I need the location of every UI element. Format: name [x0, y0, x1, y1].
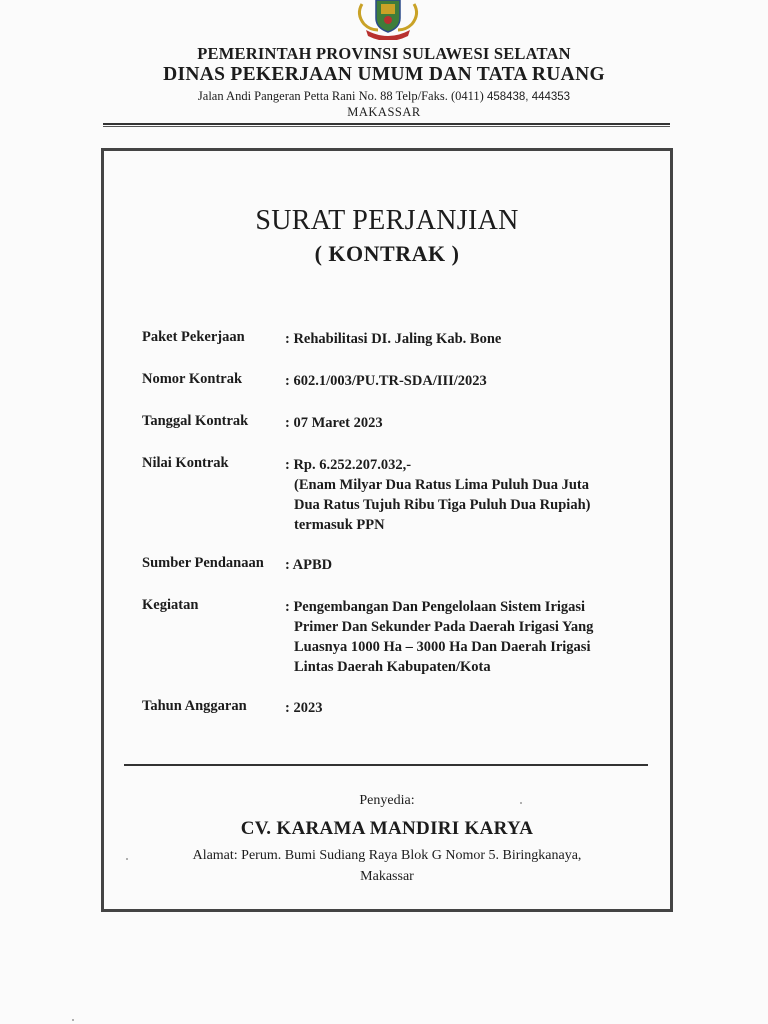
letterhead-address-numbers: 458438, 444353	[486, 91, 571, 103]
scan-speck	[126, 858, 128, 860]
provider-address-line: Alamat: Perum. Bumi Sudiang Raya Blok G Nomor 5. Biringkanaya,	[192, 848, 582, 863]
field-label: Tanggal Kontrak	[142, 413, 249, 429]
field-value-line: Lintas Daerah Kabupaten/Kota	[294, 659, 491, 675]
field-value	[285, 413, 383, 433]
field-value-line: : Pengembangan Dan Pengelolaan Sistem Irigasi	[285, 599, 586, 615]
field-label: Nomor Kontrak	[142, 371, 243, 387]
provider-address-line: Makassar	[360, 869, 414, 884]
field-label: Tahun Anggaran	[142, 698, 247, 714]
field-value	[285, 597, 593, 677]
field-value-line: Luasnya 1000 Ha – 3000 Ha Dan Daerah Irigasi	[294, 639, 591, 655]
field-value	[285, 329, 501, 349]
document-title: SURAT PERJANJIAN	[255, 205, 519, 236]
scan-speck	[72, 1019, 74, 1021]
field-value-line: : 07 Maret 2023	[285, 415, 383, 431]
letterhead-divider	[103, 123, 670, 127]
field-label: Sumber Pendanaan	[142, 555, 264, 571]
field-label: Nilai Kontrak	[142, 455, 229, 471]
field-label: Paket Pekerjaan	[142, 329, 245, 345]
provider-label: Penyedia:	[359, 793, 415, 808]
field-value	[285, 371, 487, 391]
letterhead-government: PEMERINTAH PROVINSI SULAWESI SELATAN	[197, 44, 571, 63]
document-subtitle: ( KONTRAK )	[314, 241, 460, 266]
letterhead-address-text: Jalan Andi Pangeran Petta Rani No. 88 Telp/Faks. (0411)	[197, 89, 484, 103]
letterhead-address	[0, 89, 768, 104]
field-value-line: : 2023	[285, 700, 323, 716]
field-value-line: : Rehabilitasi DI. Jaling Kab. Bone	[285, 331, 502, 347]
field-value-line: termasuk PPN	[294, 517, 385, 533]
field-label: Kegiatan	[142, 597, 199, 613]
letterhead-city: MAKASSAR	[347, 105, 421, 119]
section-divider	[124, 764, 648, 766]
provider-name: CV. KARAMA MANDIRI KARYA	[240, 818, 534, 839]
field-value-line: (Enam Milyar Dua Ratus Lima Puluh Dua Juta	[294, 477, 590, 493]
field-value	[285, 555, 332, 575]
contract-frame	[101, 148, 673, 912]
letterhead-department: DINAS PEKERJAAN UMUM DAN TATA RUANG	[163, 64, 605, 85]
scan-speck	[520, 802, 522, 804]
field-value-line: : 602.1/003/PU.TR-SDA/III/2023	[285, 373, 487, 389]
provincial-emblem-icon	[352, 0, 424, 40]
field-value-line: Dua Ratus Tujuh Ribu Tiga Puluh Dua Rupiah)	[294, 497, 591, 513]
provider-address	[104, 845, 670, 887]
field-value-line: Primer Dan Sekunder Pada Daerah Irigasi Yang	[294, 619, 594, 635]
field-value-line: : Rp. 6.252.207.032,-	[285, 457, 412, 473]
field-value-line: : APBD	[285, 557, 333, 573]
field-value	[285, 455, 590, 535]
field-value	[285, 698, 322, 718]
